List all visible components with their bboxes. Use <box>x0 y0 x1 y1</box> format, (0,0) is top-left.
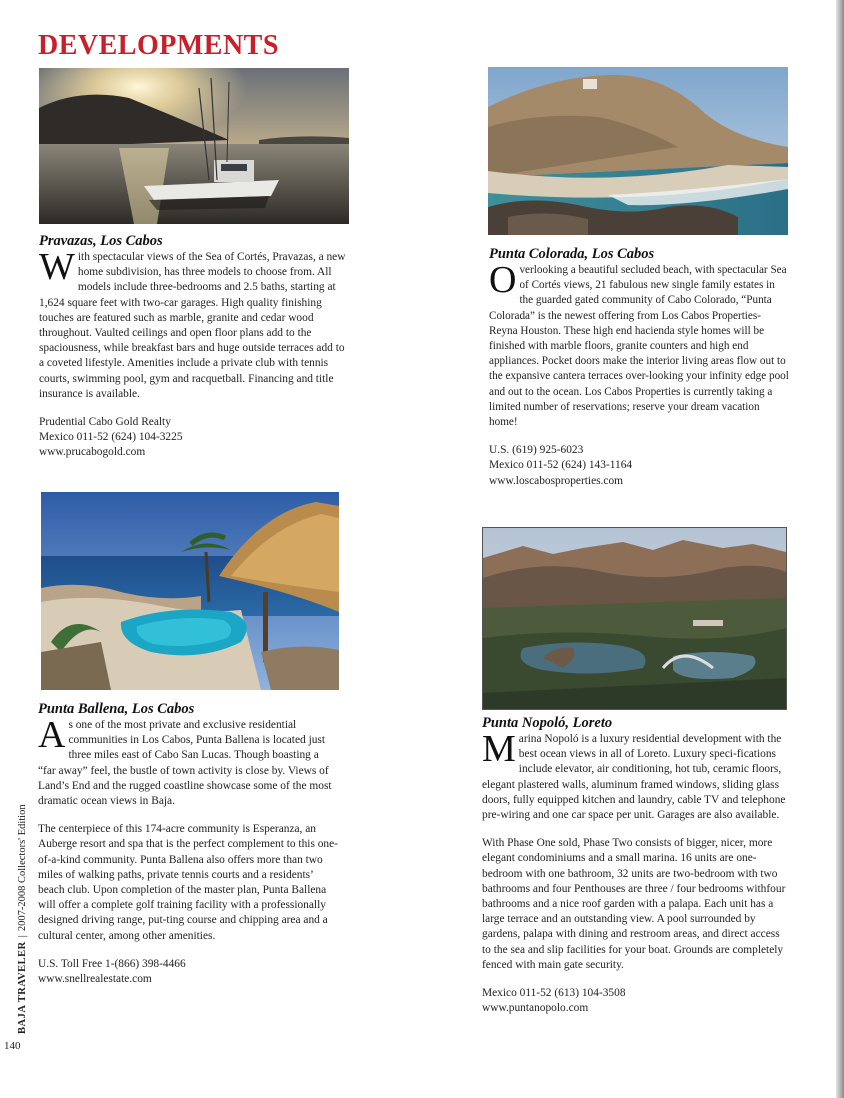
contact-line: U.S. Toll Free 1-(866) 398-4466 <box>38 957 186 970</box>
photo-punta-ballena <box>41 492 339 690</box>
drop-cap: A <box>38 714 66 756</box>
contact-line: Mexico 011-52 (613) 104-3508 <box>482 987 626 1000</box>
edition-label: 2007-2008 Collectors' Edition <box>17 804 28 932</box>
paragraph: s one of the most private and exclusive residential communities in Los Cabos, Punta Ballena is located just three miles east of Cabo San Lucas. Though boasting a “far away” feel, the bustle of town activity is close by. Views of Land’s End and the rugged coastline showcase some of the most dramatic ocean views in Baja. <box>38 719 332 808</box>
website-link[interactable]: www.snellrealestate.com <box>38 973 152 986</box>
article-punta-colorada <box>489 246 789 489</box>
page-edge <box>836 0 844 1098</box>
article-title: Punta Nopoló, Loreto <box>482 715 613 731</box>
article-pravazas <box>39 233 349 461</box>
website-link[interactable]: www.puntanopolo.com <box>482 1002 589 1015</box>
drop-cap: W <box>39 246 75 288</box>
paragraph: With Phase One sold, Phase Two consists of bigger, nicer, more elegant condominiums and a small marina. 16 units are one-bedroom with one bathroom, 32 units are two-bedroom with two bathrooms and four Penthouses are three / four bedrooms withfour bathrooms and a nice roof garden with a palapa. Each unit has a large terrace and an outstanding view. A pool surrounded by gardens, palapa with dining and restroom areas, and direct access to the sea and slip facilities for your boat. Grounds are completely fenced with main gate security. <box>482 837 786 971</box>
article-body <box>38 714 338 809</box>
article-title: Punta Colorada, Los Cabos <box>489 246 655 262</box>
contact-info <box>38 957 338 987</box>
contact-line: Mexico 011-52 (624) 104-3225 <box>39 431 183 444</box>
article-body <box>489 259 789 430</box>
article-punta-ballena <box>38 701 338 987</box>
photo-punta-nopolo <box>482 527 787 710</box>
article-body <box>482 728 788 823</box>
footer-separator: | <box>17 935 28 938</box>
contact-info <box>489 443 789 489</box>
drop-cap: M <box>482 728 516 770</box>
photo-pravazas <box>39 68 349 224</box>
article-title: Punta Ballena, Los Cabos <box>38 701 195 717</box>
section-title: DEVELOPMENTS <box>38 30 279 61</box>
contact-info <box>482 986 788 1016</box>
article-body <box>39 246 349 402</box>
article-punta-nopolo <box>482 715 788 1016</box>
publication-name: BAJA TRAVELER <box>17 941 28 1034</box>
website-link[interactable]: www.prucabogold.com <box>39 446 146 459</box>
paragraph: The centerpiece of this 174-acre community is Esperanza, an Auberge resort and spa that is the perfect complement to this one-of-a-kind community. Punta Ballena also offers more than two miles of walking paths, private tennis courts and a residents’ beach club. Upon completion of the master plan, Punta Ballena will offer a complete golf training facility with a professionally designed driving range, put-ting course and chipping area and a cultural center, among other amenities. <box>38 823 338 942</box>
paragraph: verlooking a beautiful secluded beach, with spectacular Sea of Cortés views, 21 fabulous new single family estates in the guarded gated community of Cabo Colorado, “Punta Colorada” is the newest offering from Los Cabos Properties-Reyna Houston. These high end hacienda style homes will be finished with marble floors, granite counters and high end appliances. Pocket doors make the interior living areas flow out to the expansive cantera terraces over-looking your infinity edge pool and out to the ocean. Los Cabos Properties is currently taking a limited number of reservations; reserve your dream vacation home! <box>489 264 789 429</box>
contact-line: Prudential Cabo Gold Realty <box>39 416 171 429</box>
running-footer <box>17 804 28 1034</box>
contact-line: U.S. (619) 925-6023 <box>489 444 584 457</box>
website-link[interactable]: www.loscabosproperties.com <box>489 474 624 487</box>
article-title: Pravazas, Los Cabos <box>39 233 163 249</box>
contact-line: Mexico 011-52 (624) 143-1164 <box>489 459 633 472</box>
paragraph: arina Nopoló is a luxury residential development with the best ocean views in all of Loreto. Luxury speci-fications include elevator, air conditioning, hot tub, ceramic floors, elegant plastered walls, aluminum framed windows, sliding glass doors, fully equipped kitchen and laundry, cable TV and telephone pre-wiring and one car space per unit. Garages are also available. <box>482 733 786 822</box>
paragraph: ith spectacular views of the Sea of Cortés, Pravazas, a new home subdivision, has three models to choose from. All models include three-bedrooms and 2.5 baths, starting at 1,624 square feet with two-car garages. High quality finishing touches are featured such as marble, granite and cedar wood throughout. Vaulted ceilings and open floor plans add to the spaciousness, while breakfast bars and huge outside terraces add to a coveted lifestyle. Amenities include a private club with tennis courts, swimming pool, gym and racquetball. Financing and title insurance is available. <box>39 251 346 400</box>
photo-punta-colorada <box>488 67 788 235</box>
page-number: 140 <box>4 1040 21 1052</box>
drop-cap: O <box>489 259 517 301</box>
contact-info <box>39 415 349 461</box>
